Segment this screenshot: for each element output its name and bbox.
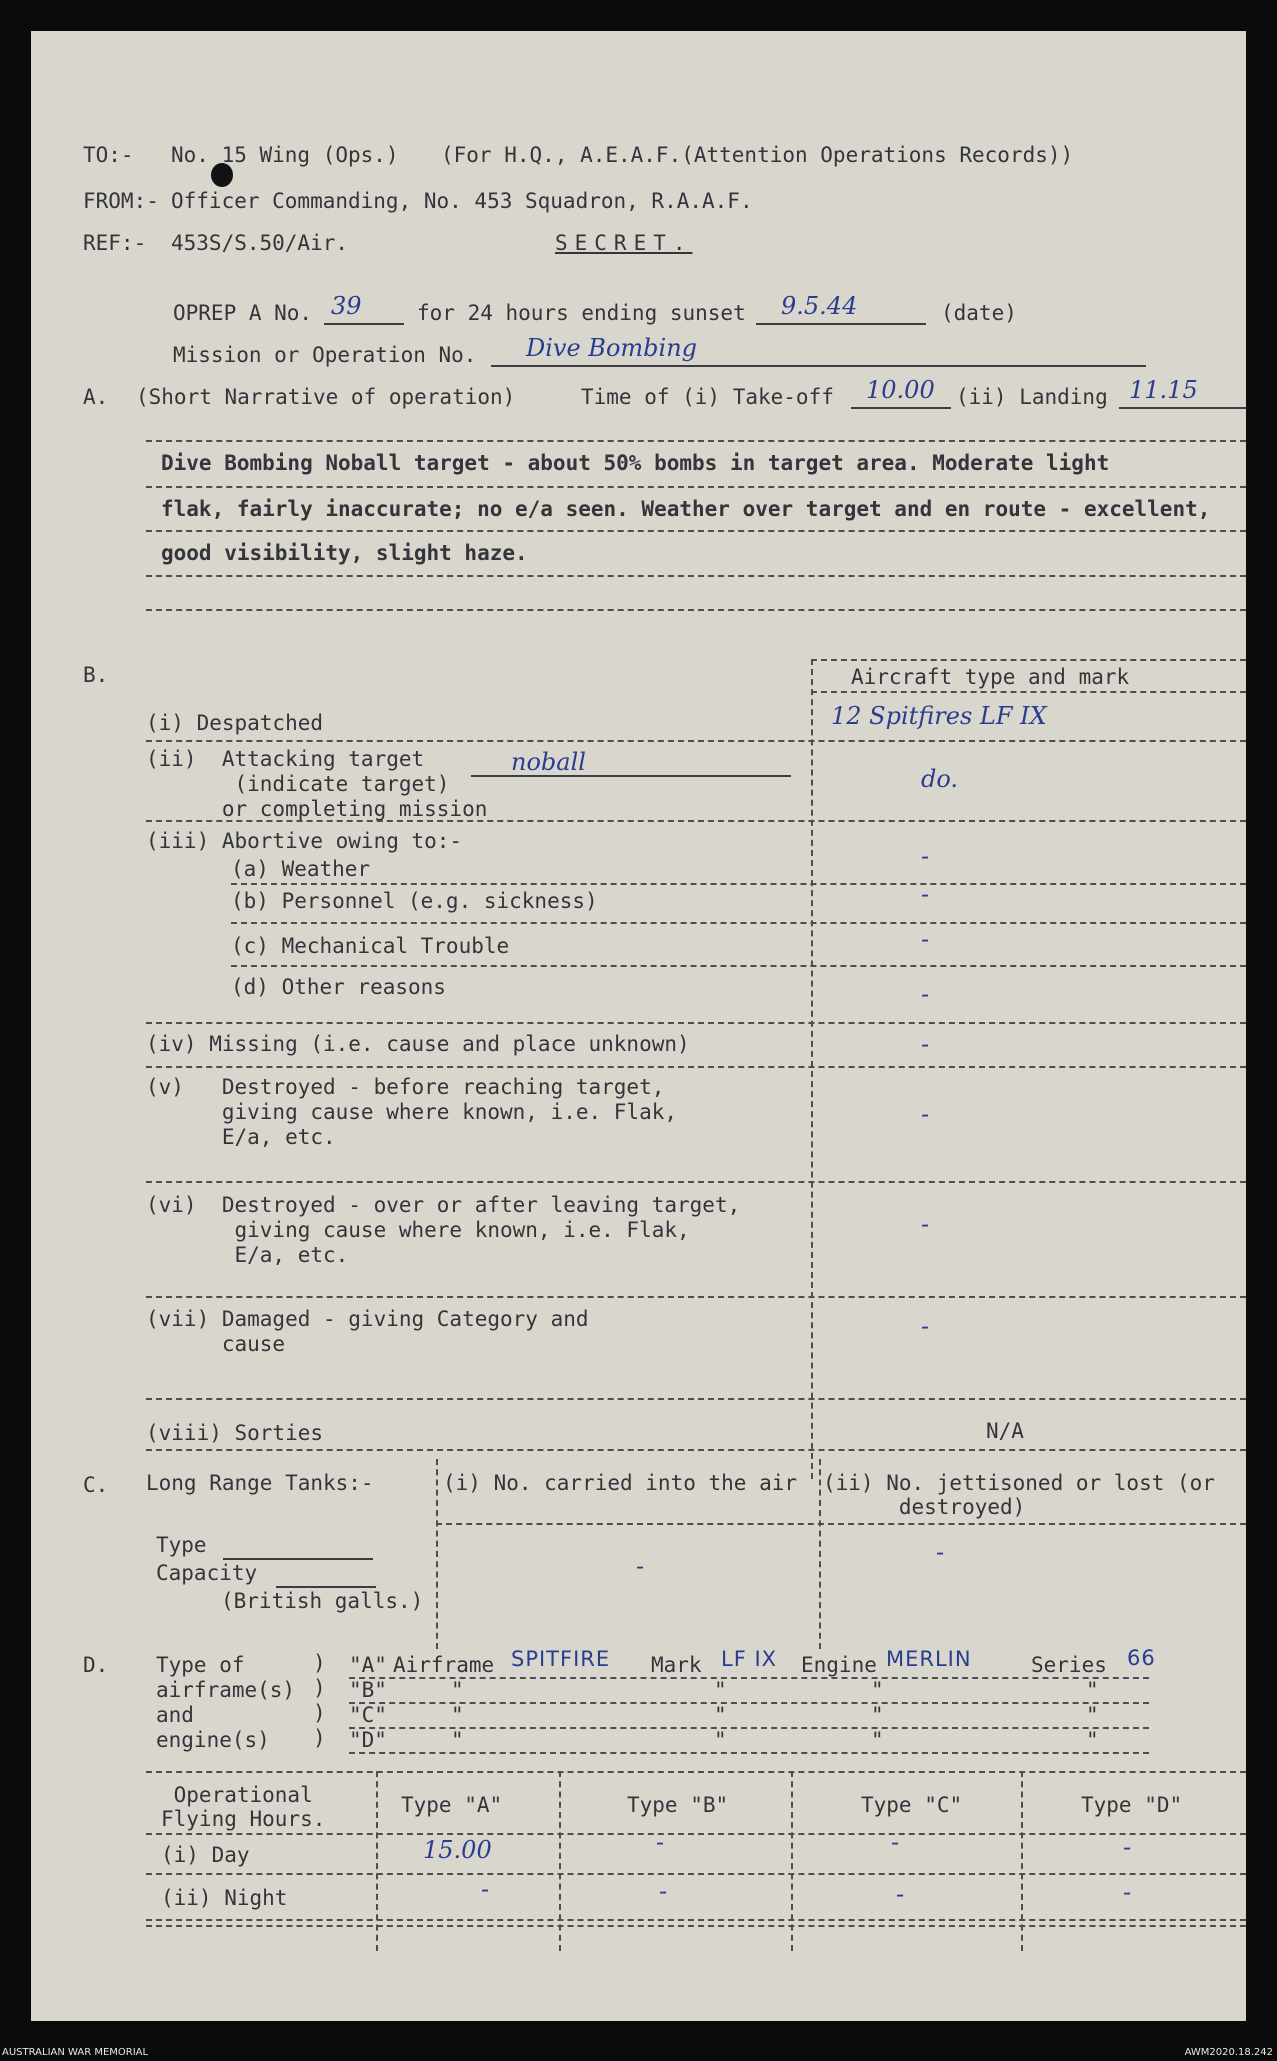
d-row-rule	[349, 1727, 1149, 1729]
classification: SECRET.	[555, 231, 693, 255]
fh-col-header: Type "C"	[861, 1793, 963, 1817]
d-airframe-value: SPITFIRE	[511, 1647, 611, 1671]
d-engine-value: MERLIN	[886, 1647, 972, 1671]
d-ditto: "	[1086, 1703, 1099, 1727]
b-row-value: -	[921, 980, 930, 1008]
fh-row-rule	[146, 1919, 1246, 1921]
c-capacity-line	[276, 1586, 376, 1588]
oprep-label: OPREP A No.	[173, 301, 313, 325]
d-type-label: Type of airframe(s) and engine(s)	[156, 1653, 296, 1752]
narrative-line-1: Dive Bombing Noball target - about 50% bombs in target area. Moderate light	[161, 451, 1110, 475]
c-galls-label: (British galls.)	[221, 1589, 424, 1613]
fh-col-header: Type "B"	[627, 1793, 729, 1817]
b-row-label: (d) Other reasons	[231, 975, 446, 999]
fh-cell: -	[891, 1828, 900, 1856]
d-mark-word: Mark	[651, 1653, 702, 1677]
b-row-label: (vi) Destroyed - over or after leaving target, giving cause where known, i.e. Flak, E/a, etc.	[146, 1193, 741, 1267]
d-row-type: "C"	[349, 1703, 387, 1727]
section-c-title: Long Range Tanks:-	[146, 1471, 374, 1495]
d-engine-word: Engine	[801, 1653, 877, 1677]
narrative-line-2: flak, fairly inaccurate; no e/a seen. Weather over target and en route - excellent,	[161, 497, 1211, 521]
d-row-rule	[349, 1702, 1149, 1704]
fh-col-divider	[791, 1771, 793, 1951]
mission-line	[491, 365, 1146, 367]
b-row-value: -	[921, 925, 930, 953]
to-note: (For H.Q., A.E.A.F.(Attention Operations Records))	[441, 143, 1074, 167]
b-row-label: (iv) Missing (i.e. cause and place unknown)	[146, 1032, 690, 1056]
b-target-value: noball	[511, 748, 586, 776]
b-row-rule	[146, 820, 1246, 822]
b-row-value: -	[921, 842, 930, 870]
b-row-rule	[231, 965, 1246, 967]
b-row-value: -	[921, 1312, 930, 1340]
d-row-type: "A"	[349, 1653, 387, 1677]
b-row-label: (b) Personnel (e.g. sickness)	[231, 889, 598, 913]
oprep-number-line	[324, 323, 404, 325]
d-row-type: "D"	[349, 1728, 387, 1752]
b-column-divider	[811, 659, 813, 1479]
d-ditto: "	[714, 1728, 727, 1752]
ref-label: REF:-	[83, 231, 147, 255]
fh-bottom-rule	[146, 1925, 1246, 1927]
b-row-value: do.	[921, 765, 959, 793]
section-a-title: (Short Narrative of operation)	[136, 385, 516, 409]
fh-header-label: Operational Flying Hours.	[161, 1783, 326, 1831]
fh-cell: -	[896, 1880, 905, 1908]
takeoff-time: 10.00	[866, 376, 935, 404]
b-row-label: (a) Weather	[231, 857, 371, 881]
narrative-rule	[146, 486, 1246, 488]
b-row-rule	[146, 1066, 1246, 1068]
to-label: TO:-	[83, 143, 134, 167]
fh-row-label: (i) Day	[161, 1843, 250, 1867]
d-row-rule	[349, 1677, 1149, 1679]
c-capacity-label: Capacity	[156, 1561, 258, 1585]
b-row-rule	[146, 1296, 1246, 1298]
b-row-value: -	[921, 1030, 930, 1058]
d-mark-value: LF IX	[721, 1647, 778, 1671]
oprep-period-label: for 24 hours ending sunset	[417, 301, 746, 325]
section-a-letter: A.	[83, 385, 109, 409]
takeoff-label: Time of (i) Take-off	[581, 385, 834, 409]
b-row-value: N/A	[986, 1419, 1024, 1443]
c-col1-header: (i) No. carried into the air	[443, 1471, 798, 1495]
b-header-top	[811, 659, 1246, 661]
landing-label: (ii) Landing	[956, 385, 1108, 409]
fh-cell: -	[659, 1877, 668, 1905]
b-row-rule	[231, 922, 1246, 924]
ref-value: 453S/S.50/Air.	[171, 231, 349, 255]
narrative-rule	[146, 440, 1246, 442]
c-column-divider	[436, 1459, 438, 1649]
d-ditto: "	[871, 1728, 884, 1752]
d-airframe-word: Airframe	[393, 1653, 495, 1677]
fh-header-rule	[146, 1833, 1246, 1835]
b-row-label: (v) Destroyed - before reaching target, giving cause where known, i.e. Flak, E/a, etc.	[146, 1075, 678, 1149]
c-type-line	[223, 1558, 373, 1560]
d-ditto: "	[451, 1703, 464, 1727]
b-row-rule	[146, 1022, 1246, 1024]
fh-col-divider	[1021, 1771, 1023, 1951]
b-row-rule	[146, 1398, 1246, 1400]
fh-col-divider	[559, 1771, 561, 1951]
b-row-value: 12 Spitfires LF IX	[831, 702, 1047, 730]
fh-col-divider	[376, 1771, 378, 1951]
d-ditto: "	[451, 1728, 464, 1752]
d-ditto: "	[871, 1703, 884, 1727]
b-row-rule	[146, 740, 1246, 742]
from-label: FROM:-	[83, 189, 159, 213]
to-value: No. 15 Wing (Ops.)	[171, 143, 399, 167]
b-row-rule	[231, 883, 1246, 885]
b-target-line	[471, 775, 791, 777]
narrative-rule	[146, 575, 1246, 577]
c-col2-value: -	[936, 1538, 945, 1566]
mission-label: Mission or Operation No.	[173, 343, 477, 367]
d-ditto: "	[1086, 1728, 1099, 1752]
section-b-letter: B.	[83, 663, 109, 687]
b-row-value: -	[921, 880, 930, 908]
b-row-label: (viii) Sorties	[146, 1421, 324, 1445]
b-row-rule	[146, 1449, 1246, 1451]
fh-cell: 15.00	[423, 1836, 492, 1864]
d-ditto: "	[1086, 1678, 1099, 1702]
c-type-label: Type	[156, 1533, 207, 1557]
d-series-word: Series	[1031, 1653, 1107, 1677]
d-ditto: "	[451, 1678, 464, 1702]
oprep-date-line	[756, 323, 926, 325]
c-column-divider	[819, 1459, 821, 1649]
oprep-number: 39	[331, 292, 362, 320]
b-header-rule	[811, 691, 1246, 693]
fh-col-header: Type "D"	[1081, 1793, 1183, 1817]
b-row-label: (c) Mechanical Trouble	[231, 934, 510, 958]
b-row-value: -	[921, 1100, 930, 1128]
fh-top-rule	[146, 1771, 1246, 1773]
fh-cell: -	[481, 1875, 490, 1903]
fh-col-header: Type "A"	[401, 1793, 503, 1817]
d-brace: ) ) ) )	[313, 1651, 326, 1750]
c-header-rule	[436, 1523, 1246, 1525]
b-row-value: -	[921, 1210, 930, 1238]
fh-row-rule	[146, 1873, 1246, 1875]
b-row-rule	[146, 1181, 1246, 1183]
oprep-date: 9.5.44	[781, 292, 858, 320]
footer-left: AUSTRALIAN WAR MEMORIAL	[2, 2047, 149, 2058]
b-row-label: (iii) Abortive owing to:-	[146, 829, 463, 853]
fh-cell: -	[656, 1828, 665, 1856]
takeoff-line	[851, 407, 951, 409]
b-row-label: (ii) Attacking target (indicate target) or completing mission	[146, 747, 488, 821]
landing-line	[1119, 407, 1246, 409]
oprep-date-suffix: (date)	[941, 301, 1017, 325]
c-col2-header: (ii) No. jettisoned or lost (or destroyed)	[823, 1471, 1215, 1519]
b-row-label: (vii) Damaged - giving Category and cause	[146, 1307, 589, 1356]
mission-value: Dive Bombing	[526, 334, 698, 362]
section-d-letter: D.	[83, 1653, 109, 1677]
landing-time: 11.15	[1129, 376, 1198, 404]
from-value: Officer Commanding, No. 453 Squadron, R.A.A.F.	[171, 189, 753, 213]
b-row-label: (i) Despatched	[146, 711, 324, 735]
narrative-line-3: good visibility, slight haze.	[161, 541, 528, 565]
d-ditto: "	[871, 1678, 884, 1702]
d-row-type: "B"	[349, 1678, 387, 1702]
fh-cell: -	[1123, 1878, 1132, 1906]
footer-right: AWM2020.18.242	[1184, 2047, 1273, 2058]
narrative-rule	[146, 609, 1246, 611]
d-series-value: 66	[1127, 1646, 1156, 1670]
document-page	[31, 31, 1246, 2021]
fh-cell: -	[1123, 1833, 1132, 1861]
c-col1-value: -	[636, 1552, 645, 1580]
fh-row-label: (ii) Night	[161, 1886, 288, 1910]
b-column-header: Aircraft type and mark	[851, 665, 1130, 689]
narrative-rule	[146, 530, 1246, 532]
d-ditto: "	[714, 1703, 727, 1727]
d-row-rule	[349, 1752, 1149, 1754]
d-ditto: "	[714, 1678, 727, 1702]
section-c-letter: C.	[83, 1473, 109, 1497]
